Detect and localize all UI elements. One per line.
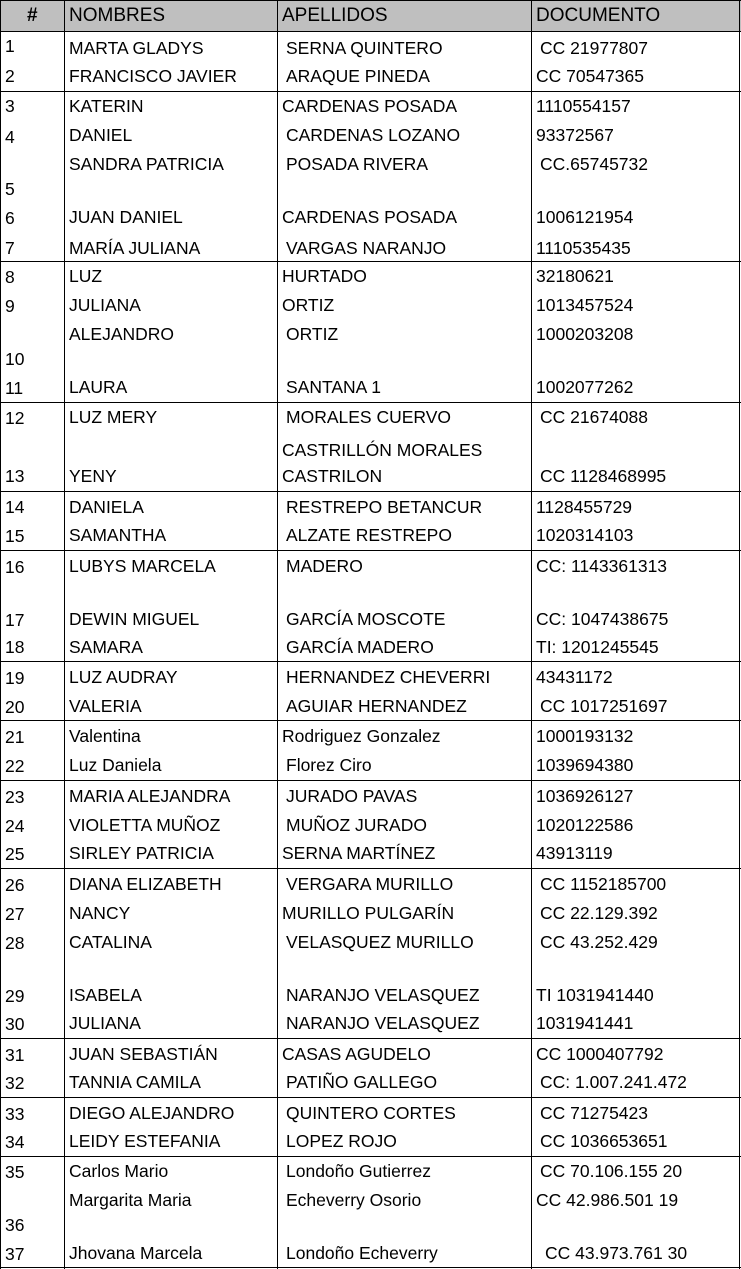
apellidos-cell: JURADO PAVAS xyxy=(286,786,418,806)
nombres-cell: JUAN DANIEL xyxy=(69,207,183,227)
row-number: 21 xyxy=(5,727,25,747)
apellidos-cell: Echeverry Osorio xyxy=(286,1190,422,1210)
documento-cell: CC 21977807 xyxy=(540,38,648,58)
documento-cell: 43431172 xyxy=(536,667,613,687)
row-number: 6 xyxy=(5,208,15,228)
apellidos-cell: Rodriguez Gonzalez xyxy=(282,726,441,746)
nombres-cell: SIRLEY PATRICIA xyxy=(69,843,214,863)
documento-cell: CC 1036653651 xyxy=(540,1131,668,1151)
apellidos-cell: CASTRILON xyxy=(282,466,383,486)
nombres-cell: VIOLETTA MUÑOZ xyxy=(69,815,221,835)
row-number: 1 xyxy=(5,36,15,56)
apellidos-cell: CASAS AGUDELO xyxy=(282,1044,431,1064)
group-divider xyxy=(0,1097,741,1098)
documento-cell: CC 43.252.429 xyxy=(540,932,658,952)
nombres-cell: Margarita Maria xyxy=(69,1190,192,1210)
nombres-cell: FRANCISCO JAVIER xyxy=(69,66,237,86)
apellidos-cell: VERGARA MURILLO xyxy=(286,874,454,894)
row-number: 4 xyxy=(5,127,15,147)
apellidos-cell: LOPEZ ROJO xyxy=(286,1131,397,1151)
row-number: 15 xyxy=(5,526,25,546)
nombres-cell: DIEGO ALEJANDRO xyxy=(69,1103,235,1123)
documento-cell: 1039694380 xyxy=(536,755,634,775)
row-number: 32 xyxy=(5,1073,25,1093)
documento-cell: CC 1000407792 xyxy=(536,1044,664,1064)
apellidos-cell: SERNA MARTÍNEZ xyxy=(282,843,436,863)
group-divider xyxy=(0,780,741,781)
nombres-cell: MARÍA JULIANA xyxy=(69,238,201,258)
row-number: 20 xyxy=(5,697,25,717)
nombres-cell: JULIANA xyxy=(69,1013,141,1033)
row-number: 29 xyxy=(5,986,25,1006)
nombres-cell: DEWIN MIGUEL xyxy=(69,609,200,629)
group-divider xyxy=(0,1267,741,1268)
apellidos-cell: NARANJO VELASQUEZ xyxy=(286,985,480,1005)
apellidos-cell: MUÑOZ JURADO xyxy=(286,815,427,835)
row-number: 8 xyxy=(5,267,15,287)
documento-cell: 1002077262 xyxy=(536,377,634,397)
row-number: 19 xyxy=(5,668,25,688)
header-number: # xyxy=(27,5,38,26)
row-number: 34 xyxy=(5,1132,25,1152)
documento-cell: 1110554157 xyxy=(536,96,631,116)
apellidos-cell: Florez Ciro xyxy=(286,755,372,775)
row-number: 30 xyxy=(5,1014,25,1034)
row-number: 7 xyxy=(5,238,15,258)
documento-cell: CC.65745732 xyxy=(540,154,648,174)
apellidos-cell: ORTIZ xyxy=(282,295,335,315)
documento-cell: CC 71275423 xyxy=(540,1103,648,1123)
row-number: 17 xyxy=(5,610,25,630)
row-number: 14 xyxy=(5,497,25,517)
documento-cell: CC 21674088 xyxy=(540,407,648,427)
apellidos-cell: MADERO xyxy=(286,556,363,576)
nombres-cell: YENY xyxy=(69,466,117,486)
nombres-cell: TANNIA CAMILA xyxy=(69,1072,201,1092)
apellidos-cell: HURTADO xyxy=(282,266,367,286)
row-number: 11 xyxy=(5,378,24,398)
documento-cell: 1013457524 xyxy=(536,295,634,315)
group-divider xyxy=(0,0,741,1)
group-divider xyxy=(0,91,741,92)
nombres-cell: ISABELA xyxy=(69,985,142,1005)
nombres-cell: LUZ AUDRAY xyxy=(69,667,178,687)
row-number: 3 xyxy=(5,96,15,116)
documento-cell: 1020122586 xyxy=(536,815,634,835)
row-number: 2 xyxy=(5,66,15,86)
row-number: 22 xyxy=(5,756,25,776)
apellidos-cell: CARDENAS POSADA xyxy=(282,96,458,116)
nombres-cell: LUBYS MARCELA xyxy=(69,556,216,576)
row-number: 26 xyxy=(5,875,25,895)
row-number: 13 xyxy=(5,466,25,486)
apellidos-cell: VARGAS NARANJO xyxy=(286,238,447,258)
header-documento: DOCUMENTO xyxy=(536,5,661,26)
apellidos-cell: SANTANA 1 xyxy=(286,377,381,397)
documento-cell: CC 22.129.392 xyxy=(540,903,658,923)
nombres-cell: SAMANTHA xyxy=(69,525,167,545)
column-divider xyxy=(277,0,278,1269)
row-number: 35 xyxy=(5,1162,25,1182)
apellidos-cell: PATIÑO GALLEGO xyxy=(286,1072,438,1092)
row-number: 12 xyxy=(5,408,25,428)
nombres-cell: MARIA ALEJANDRA xyxy=(69,786,231,806)
documento-cell: TI: 1201245545 xyxy=(536,637,659,657)
nombres-cell: DANIEL xyxy=(69,125,133,145)
documento-cell: CC 70.106.155 20 xyxy=(540,1161,683,1181)
group-divider xyxy=(0,402,741,403)
nombres-cell: LEIDY ESTEFANIA xyxy=(69,1131,221,1151)
apellidos-cell: Londoño Gutierrez xyxy=(286,1161,431,1181)
nombres-cell: KATERIN xyxy=(69,96,144,116)
header-nombres: NOMBRES xyxy=(69,5,166,26)
group-divider xyxy=(0,1156,741,1157)
column-divider xyxy=(64,0,65,1269)
documento-cell: CC 1017251697 xyxy=(540,696,668,716)
nombres-cell: Carlos Mario xyxy=(69,1161,169,1181)
apellidos-cell: VELASQUEZ MURILLO xyxy=(286,932,474,952)
row-number: 23 xyxy=(5,787,25,807)
apellidos-cell: POSADA RIVERA xyxy=(286,154,428,174)
nombres-cell: Luz Daniela xyxy=(69,755,162,775)
group-divider xyxy=(0,550,741,551)
apellidos-cell: GARCÍA MOSCOTE xyxy=(286,609,446,629)
row-number: 10 xyxy=(5,349,25,369)
nombres-cell: Jhovana Marcela xyxy=(69,1243,203,1263)
group-divider xyxy=(0,720,741,721)
apellidos-cell: MORALES CUERVO xyxy=(286,407,451,427)
nombres-cell: LUZ xyxy=(69,266,103,286)
nombres-cell: Valentina xyxy=(69,726,141,746)
documento-cell: CC: 1143361313 xyxy=(536,556,668,576)
documento-cell: 1128455729 xyxy=(536,497,633,517)
row-number: 27 xyxy=(5,904,25,924)
group-divider xyxy=(0,868,741,869)
group-divider xyxy=(0,261,741,262)
apellidos-cell: GARCÍA MADERO xyxy=(286,637,434,657)
nombres-cell: ALEJANDRO xyxy=(69,324,175,344)
nombres-cell: DIANA ELIZABETH xyxy=(69,874,222,894)
apellidos-cell: CARDENAS LOZANO xyxy=(286,125,461,145)
documento-cell: 1036926127 xyxy=(536,786,634,806)
documento-cell: 1020314103 xyxy=(536,525,634,545)
apellidos-cell: CASTRILLÓN MORALES xyxy=(282,440,483,460)
nombres-cell: MARTA GLADYS xyxy=(69,38,204,58)
documento-cell: 1000193132 xyxy=(536,726,634,746)
nombres-cell: JUAN SEBASTIÁN xyxy=(69,1044,218,1064)
row-number: 24 xyxy=(5,816,25,836)
apellidos-cell: MURILLO PULGARÍN xyxy=(282,903,455,923)
apellidos-cell: RESTREPO BETANCUR xyxy=(286,497,483,517)
documento-cell: 43913119 xyxy=(536,843,613,863)
group-divider xyxy=(0,661,741,662)
row-number: 18 xyxy=(5,637,25,657)
row-number: 33 xyxy=(5,1104,25,1124)
apellidos-cell: ARAQUE PINEDA xyxy=(286,66,430,86)
documento-cell: 32180621 xyxy=(536,266,614,286)
nombres-cell: VALERIA xyxy=(69,696,142,716)
column-divider xyxy=(531,0,532,1269)
apellidos-cell: ALZATE RESTREPO xyxy=(286,525,452,545)
documento-cell: 1031941441 xyxy=(536,1013,634,1033)
nombres-cell: SAMARA xyxy=(69,637,143,657)
nombres-cell: JULIANA xyxy=(69,295,141,315)
documento-cell: CC: 1.007.241.472 xyxy=(540,1072,687,1092)
row-number: 9 xyxy=(5,296,15,316)
documento-cell: 93372567 xyxy=(536,125,614,145)
column-divider xyxy=(0,0,1,1269)
documento-cell: 1006121954 xyxy=(536,207,634,227)
documento-cell: 1000203208 xyxy=(536,324,634,344)
documento-cell: CC 42.986.501 19 xyxy=(536,1190,679,1210)
apellidos-cell: QUINTERO CORTES xyxy=(286,1103,456,1123)
documento-cell: CC 70547365 xyxy=(536,66,644,86)
apellidos-cell: Londoño Echeverry xyxy=(286,1243,438,1263)
group-divider xyxy=(0,491,741,492)
nombres-cell: SANDRA PATRICIA xyxy=(69,154,224,174)
row-number: 37 xyxy=(5,1244,25,1264)
nombres-cell: LAURA xyxy=(69,377,128,397)
column-divider xyxy=(739,0,740,1269)
apellidos-cell: SERNA QUINTERO xyxy=(286,38,443,58)
row-number: 28 xyxy=(5,933,25,953)
group-divider xyxy=(0,1038,741,1039)
documento-cell: CC 43.973.761 30 xyxy=(545,1243,688,1263)
nombres-cell: NANCY xyxy=(69,903,131,923)
nombres-cell: DANIELA xyxy=(69,497,144,517)
documento-cell: CC 1152185700 xyxy=(540,874,667,894)
row-number: 31 xyxy=(5,1045,25,1065)
row-number: 36 xyxy=(5,1215,25,1235)
nombres-cell: CATALINA xyxy=(69,932,152,952)
apellidos-cell: HERNANDEZ CHEVERRI xyxy=(286,667,491,687)
apellidos-cell: NARANJO VELASQUEZ xyxy=(286,1013,480,1033)
documento-cell: CC 1128468995 xyxy=(540,466,667,486)
apellidos-cell: AGUIAR HERNANDEZ xyxy=(286,696,467,716)
documento-cell: CC: 1047438675 xyxy=(536,609,669,629)
nombres-cell: LUZ MERY xyxy=(69,407,158,427)
table-header-row xyxy=(0,0,741,31)
row-number: 16 xyxy=(5,557,25,577)
documento-cell: TI 1031941440 xyxy=(536,985,654,1005)
row-number: 25 xyxy=(5,844,25,864)
apellidos-cell: CARDENAS POSADA xyxy=(282,207,458,227)
documento-cell: 1110535435 xyxy=(536,238,631,258)
apellidos-cell: ORTIZ xyxy=(286,324,339,344)
row-number: 5 xyxy=(5,179,15,199)
group-divider xyxy=(0,31,741,32)
header-apellidos: APELLIDOS xyxy=(282,5,388,26)
